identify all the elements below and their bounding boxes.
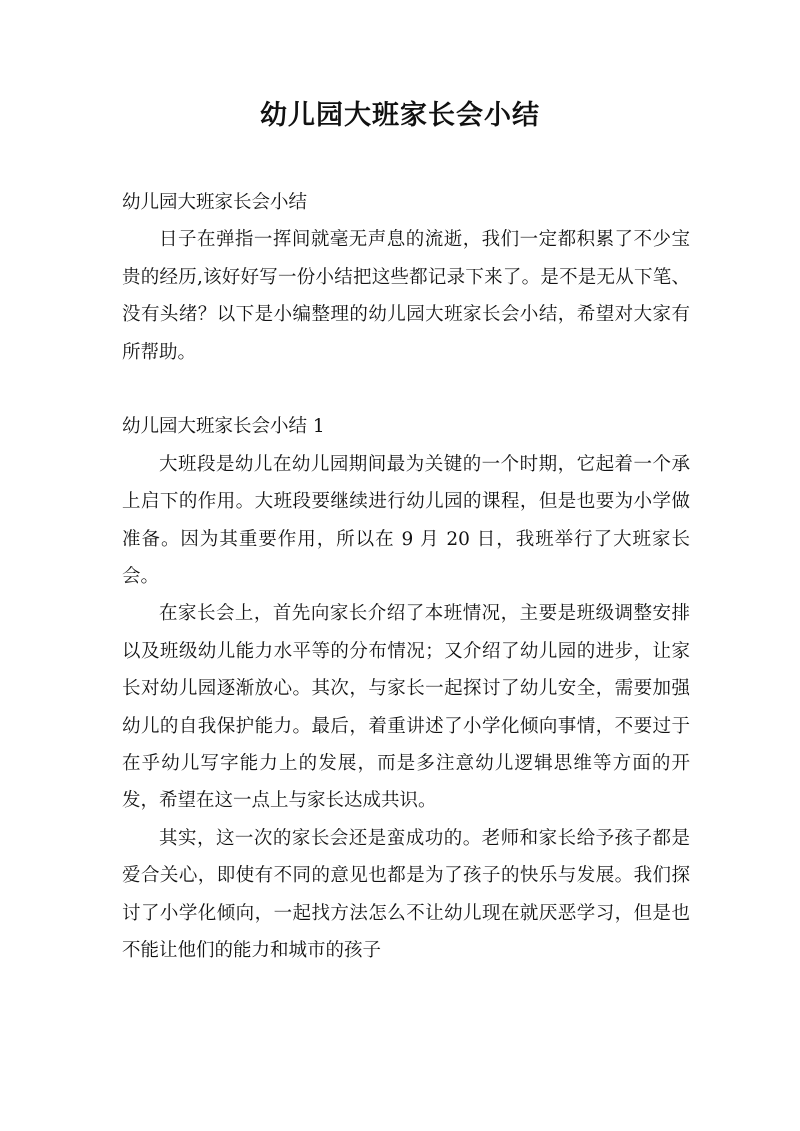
- section-1-heading: 幼儿园大班家长会小结 1: [122, 416, 325, 438]
- section-1-paragraph-2: 在家长会上，首先向家长介绍了本班情况，主要是班级调整安排以及班级幼儿能力水平等的分布情况；又介绍了幼儿园的进步，让家长对幼儿园逐渐放心。其次，与家长一起探讨了幼儿安全，需要加强幼儿的自我保护能力。最后，着重讲述了小学化倾向事情，不要过于在乎幼儿写字能力上的发展，而是多注意幼儿逻辑思维等方面的开发，希望在这一点上与家长达成共识。: [122, 603, 690, 812]
- blank-line: [122, 371, 690, 408]
- section-1-paragraph-1: 大班段是幼儿在幼儿园期间最为关键的一个时期，它起着一个承上启下的作用。大班段要继续进行幼儿园的课程，但是也要为小学做准备。因为其重要作用，所以在 9 月 20 日，我班举行了大班家长会。: [122, 453, 690, 588]
- document-body: [122, 184, 690, 970]
- intro-heading: 幼儿园大班家长会小结: [122, 192, 308, 213]
- section-1-paragraph-3: 其实，这一次的家长会还是蛮成功的。老师和家长给予孩子都是爱合关心，即使有不同的意见也都是为了孩子的快乐与发展。我们探讨了小学化倾向，一起找方法怎么不让幼儿现在就厌恶学习，但是也不能让他们的能力和城市的孩子: [122, 827, 690, 962]
- document-title: 幼儿园大班家长会小结: [260, 100, 540, 131]
- intro-paragraph: 日子在弹指一挥间就毫无声息的流逝，我们一定都积累了不少宝贵的经历,该好好写一份小结把这些都记录下来了。是不是无从下笔、没有头绪？以下是小编整理的幼儿园大班家长会小结，希望对大家有所帮助。: [122, 229, 690, 363]
